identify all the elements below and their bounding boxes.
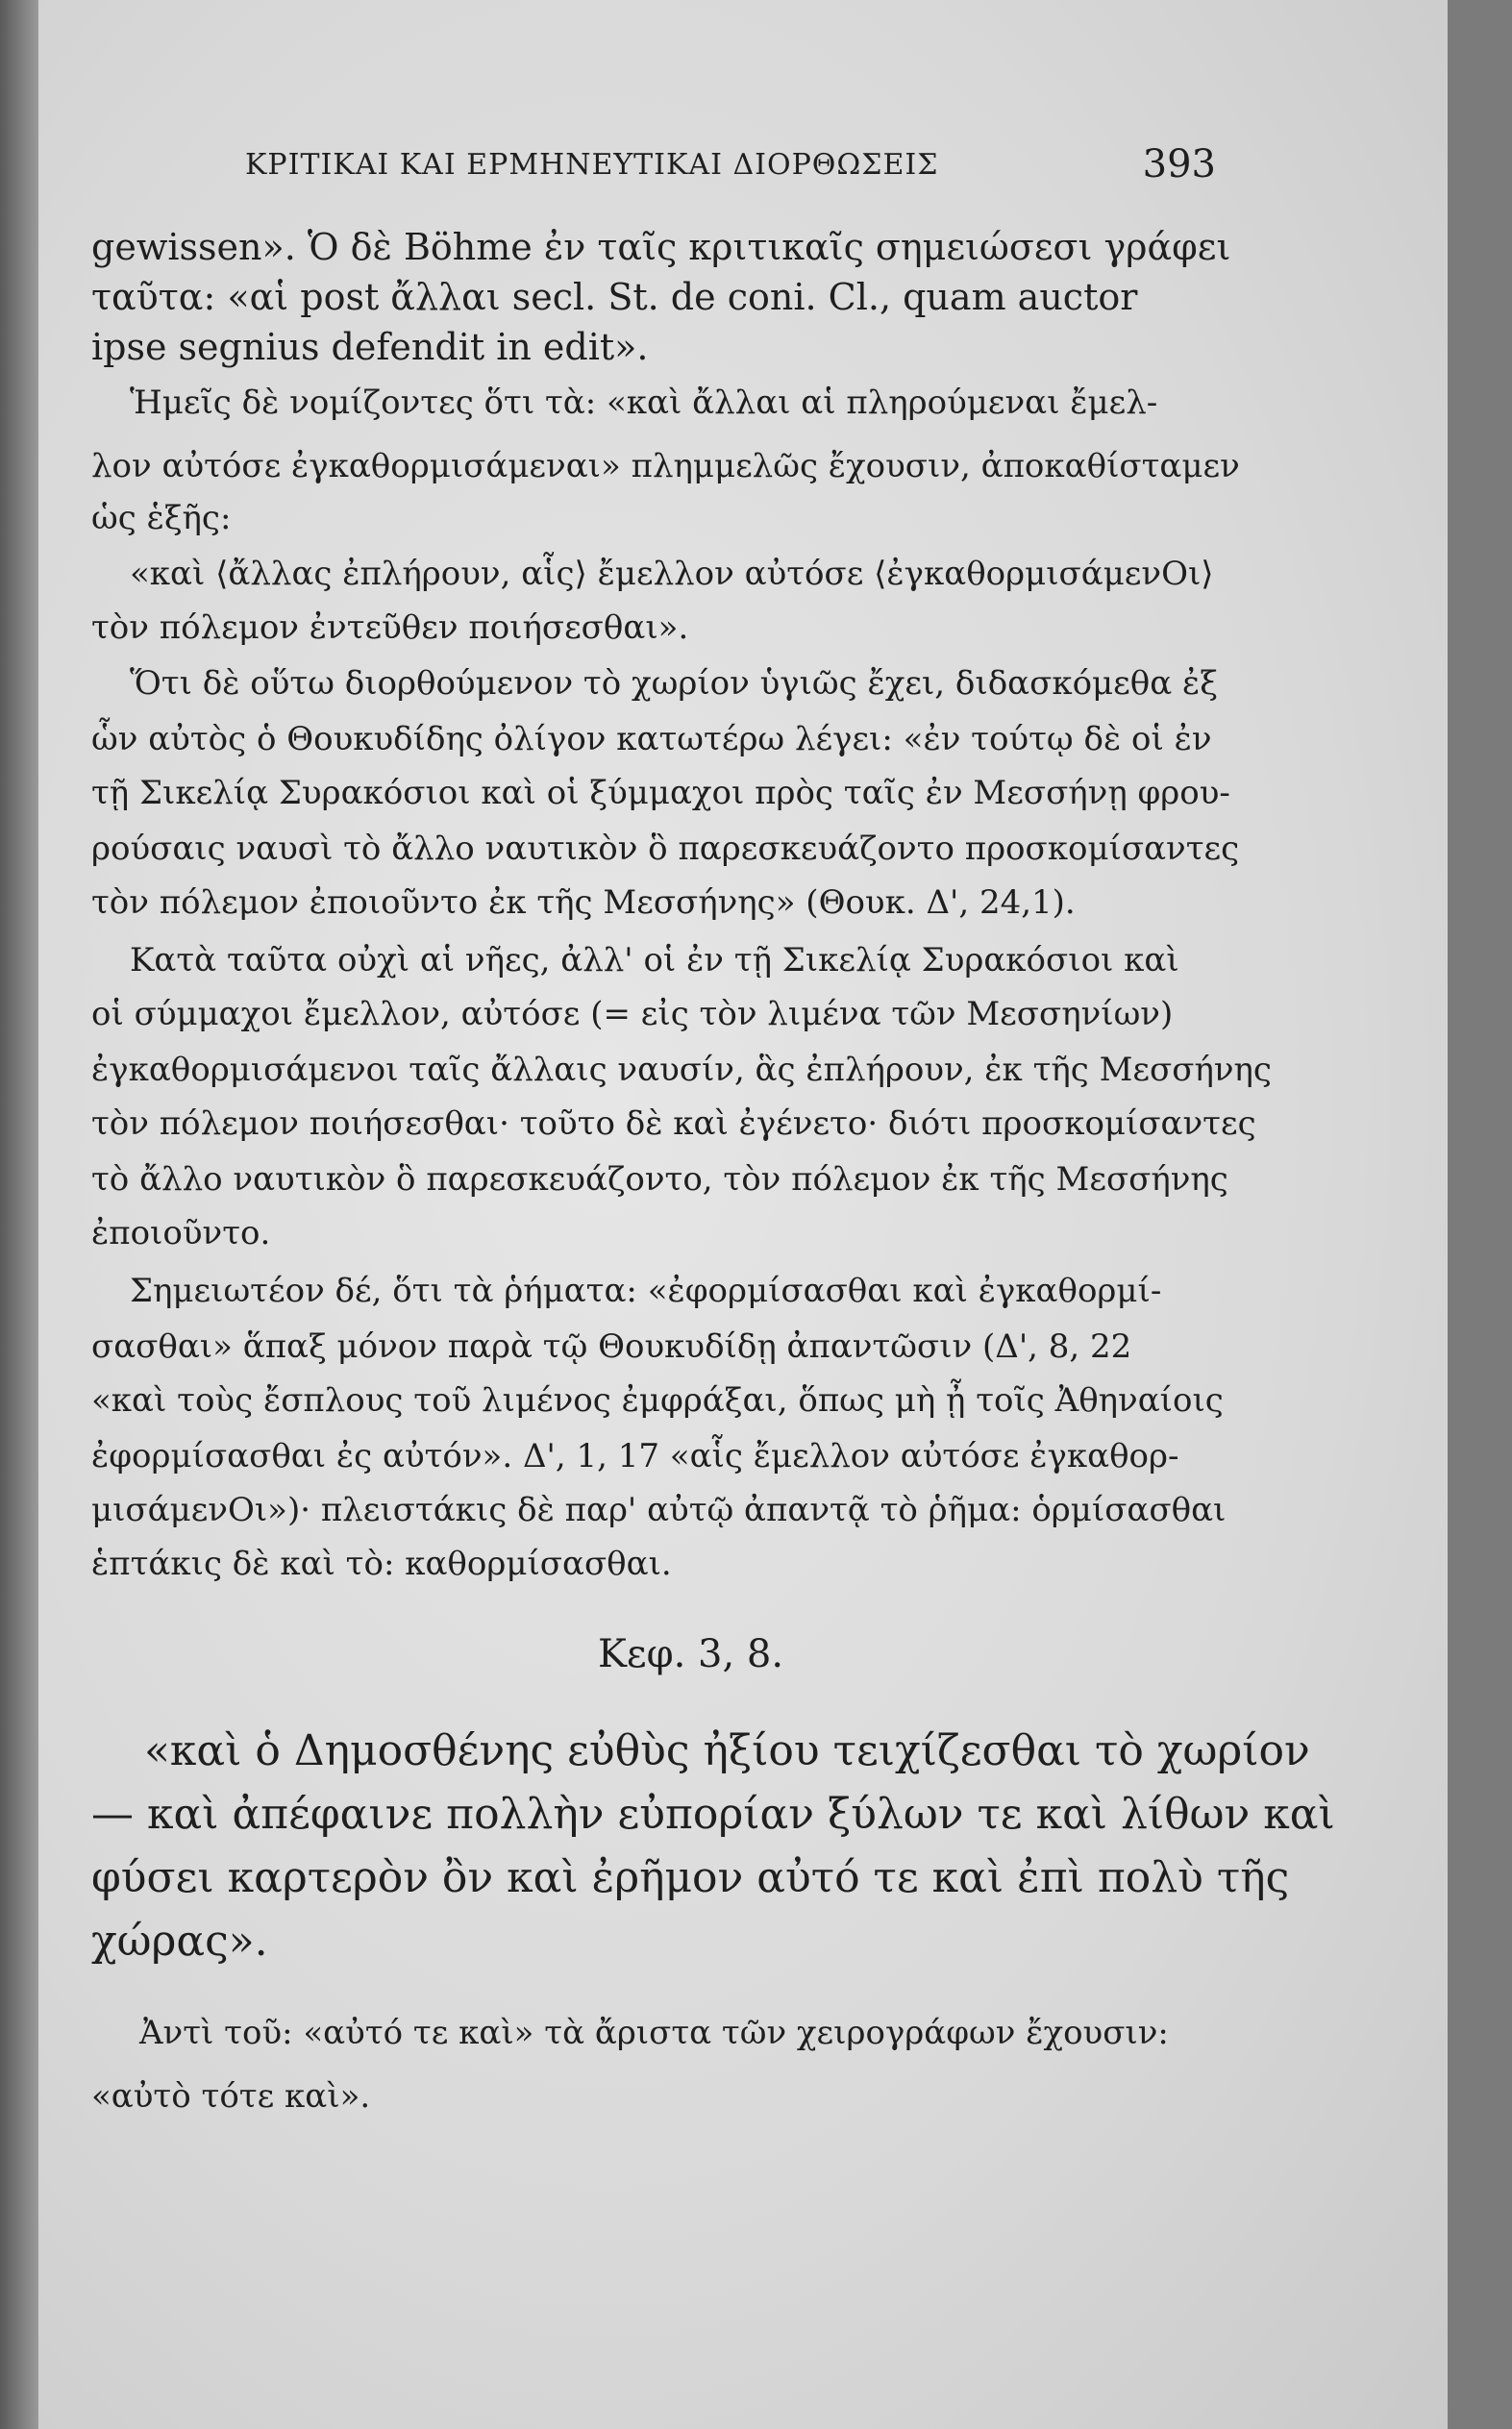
text-line: ipse segnius defendit in edit». <box>91 326 649 368</box>
quote-line: χώρας». <box>91 1917 268 1966</box>
page-header <box>245 142 1216 190</box>
text-line: ταῦτα: «αἱ post ἄλλαι secl. St. de coni. Cl., quam auctor <box>91 276 1138 318</box>
text-line: τὸν πόλεμον ἐποιοῦντο ἐκ τῆς Μεσσήνης» (Θουκ. Δ', 24,1). <box>91 883 1076 922</box>
text-line: σασθαι» ἅπαξ μόνον παρὰ τῷ Θουκυδίδῃ ἀπαντῶσιν (Δ', 8, 22 <box>91 1327 1132 1366</box>
running-head: ΚΡΙΤΙΚΑΙ ΚΑΙ ΕΡΜΗΝΕΥΤΙΚΑΙ ΔΙΟΡΘΩΣΕΙΣ <box>245 148 939 182</box>
note-line: Ἀντὶ τοῦ: «αὐτό τε καὶ» τὰ ἄριστα τῶν χειρογράφων ἔχουσιν: <box>139 2014 1169 2052</box>
text-line: τὸ ἄλλο ναυτικὸν ὃ παρεσκευάζοντο, τὸν πόλεμον ἐκ τῆς Μεσσήνης <box>91 1160 1228 1199</box>
text-line: ὧν αὐτὸς ὁ Θουκυδίδης ὀλίγον κατωτέρω λέγει: «ἐν τούτῳ δὲ οἱ ἐν <box>91 720 1212 758</box>
text-line: μισάμενΟι»)· πλειστάκις δὲ παρ' αὐτῷ ἀπαντᾷ τὸ ῥῆμα: ὁρμίσασθαι <box>91 1491 1227 1529</box>
text-line: Ἡμεῖς δὲ νομίζοντες ὅτι τὰ: «καὶ ἄλλαι αἱ πληρούμεναι ἔμελ- <box>130 384 1158 422</box>
book-page <box>38 0 1448 2429</box>
text-line: «καὶ τοὺς ἔσπλους τοῦ λιμένος ἐμφράξαι, ὅπως μὴ ᾖ τοῖς Ἀθηναίοις <box>91 1381 1224 1420</box>
page-number: 393 <box>1142 142 1216 186</box>
text-line: λον αὐτόσε ἐγκαθορμισάμεναι» πλημμελῶς ἔχουσιν, ἀποκαθίσταμεν <box>91 447 1240 485</box>
text-line: ἐφορμίσασθαι ἐς αὐτόν». Δ', 1, 17 «αἷς ἔμελλον αὐτόσε ἐγκαθορ- <box>91 1437 1179 1475</box>
text-line: τὸν πόλεμον ἐντεῦθεν ποιήσεσθαι». <box>91 608 689 647</box>
text-line: οἱ σύμμαχοι ἔμελλον, αὐτόσε (= εἰς τὸν λιμένα τῶν Μεσσηνίων) <box>91 995 1174 1033</box>
text-line: ἐγκαθορμισάμενοι ταῖς ἄλλαις ναυσίν, ἃς ἐπλήρουν, ἐκ τῆς Μεσσήνης <box>91 1051 1272 1089</box>
text-line: τῇ Σικελίᾳ Συρακόσιοι καὶ οἱ ξύμμαχοι πρὸς ταῖς ἐν Μεσσήνῃ φρου- <box>91 774 1230 812</box>
text-line: «καὶ ⟨ἄλλας ἐπλήρουν, αἷς⟩ ἔμελλον αὐτόσε ⟨ἐγκαθορμισάμενΟι⟩ <box>130 555 1214 593</box>
section-heading: Κεφ. 3, 8. <box>598 1632 784 1676</box>
text-line: τὸν πόλεμον ποιήσεσθαι· τοῦτο δὲ καὶ ἐγένετο· διότι προσκομίσαντες <box>91 1104 1256 1143</box>
text-line: ἑπτάκις δὲ καὶ τὸ: καθορμίσασθαι. <box>91 1545 672 1583</box>
note-line: «αὐτὸ τότε καὶ». <box>91 2077 371 2116</box>
text-line: ρούσαις ναυσὶ τὸ ἄλλο ναυτικὸν ὃ παρεσκευάζοντο προσκομίσαντες <box>91 830 1240 868</box>
text-line: Ὅτι δὲ οὕτω διορθούμενον τὸ χωρίον ὑγιῶς ἔχει, διδασκόμεθα ἐξ <box>130 664 1218 703</box>
quote-line: «καὶ ὁ Δημοσθένης εὐθὺς ἠξίου τειχίζεσθαι τὸ χωρίον <box>144 1726 1310 1775</box>
quote-line: — καὶ ἀπέφαινε πολλὴν εὐπορίαν ξύλων τε καὶ λίθων καὶ <box>91 1790 1335 1839</box>
text-line: Κατὰ ταῦτα οὐχὶ αἱ νῆες, ἀλλ' οἱ ἐν τῇ Σικελίᾳ Συρακόσιοι καὶ <box>130 941 1179 979</box>
text-line: ὡς ἑξῆς: <box>91 499 232 537</box>
quote-line: φύσει καρτερὸν ὂν καὶ ἐρῆμον αὐτό τε καὶ ἐπὶ πολὺ τῆς <box>91 1853 1290 1902</box>
page-shadow-edge <box>0 0 38 2429</box>
text-line: gewissen». Ὁ δὲ Böhme ἐν ταῖς κριτικαῖς σημειώσεσι γράφει <box>91 226 1231 268</box>
text-line: Σημειωτέον δέ, ὅτι τὰ ῥήματα: «ἐφορμίσασθαι καὶ ἐγκαθορμί- <box>130 1272 1162 1310</box>
text-line: ἐποιοῦντο. <box>91 1214 271 1252</box>
